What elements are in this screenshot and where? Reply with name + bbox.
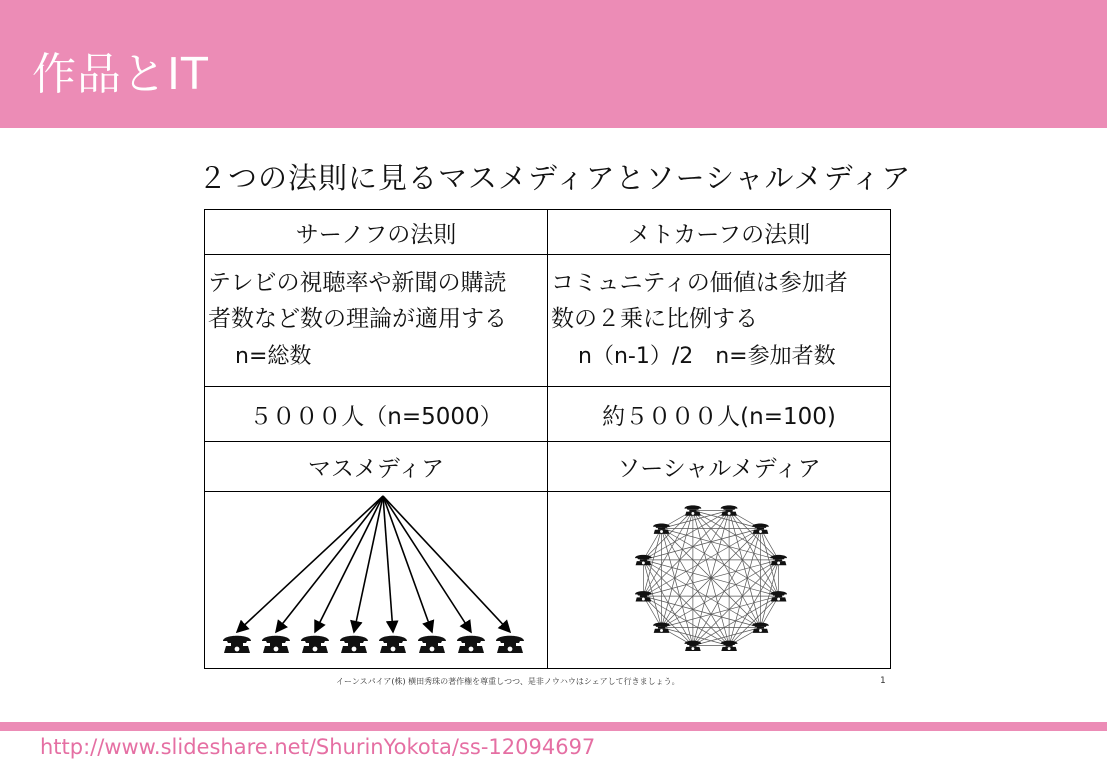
- broadcast-arrow: [383, 496, 510, 632]
- sarnoff-description-cell: [205, 255, 548, 387]
- social-media-mesh-diagram: [548, 492, 890, 662]
- sarnoff-law-header: サーノフの法則: [205, 210, 548, 255]
- broadcast-arrow: [383, 496, 471, 632]
- metcalfe-formula: n（n-1）/2 n=参加者数: [578, 343, 836, 369]
- sarnoff-number: ５０００人（n=5000）: [205, 387, 548, 442]
- telephone-icon: [223, 636, 251, 653]
- table-row: [205, 492, 891, 669]
- broadcast-arrow: [354, 496, 383, 632]
- table-row: [205, 387, 891, 442]
- table-row: [205, 442, 891, 492]
- slide-page-number: 1: [880, 676, 886, 686]
- sarnoff-formula: n=総数: [235, 343, 312, 369]
- mesh-connection: [662, 510, 693, 627]
- broadcast-arrow: [315, 496, 383, 632]
- metcalfe-description-line: コミュニティの価値は参加者: [551, 269, 848, 296]
- social-media-label: ソーシャルメディア: [548, 442, 891, 492]
- telephone-icon: [457, 636, 485, 653]
- metcalfe-law-header: メトカーフの法則: [548, 210, 891, 255]
- slide-title: ２つの法則に見るマスメディアとソーシャルメディア: [198, 161, 912, 195]
- source-url-link[interactable]: http://www.slideshare.net/ShurinYokota/ss-12094697: [40, 735, 596, 759]
- telephone-icon: [379, 636, 407, 653]
- broadcast-arrow: [383, 496, 393, 632]
- copyright-footnote: イーンスパイア(株) 横田秀珠の著作権を尊重しつつ、是非ノウハウはシェアして行きましょう。: [336, 677, 680, 686]
- mass-media-broadcast-diagram: [205, 492, 547, 662]
- telephone-icon: [496, 636, 524, 653]
- telephone-icon: [418, 636, 446, 653]
- telephone-icon: [340, 636, 368, 653]
- sarnoff-description-line: テレビの視聴率や新聞の購読: [208, 269, 507, 296]
- telephone-icon: [301, 636, 329, 653]
- mesh-connection: [662, 529, 693, 646]
- page-title: 作品とIT: [32, 49, 209, 100]
- metcalfe-description-line: 数の２乗に比例する: [551, 305, 758, 332]
- metcalfe-description-cell: [548, 255, 891, 387]
- metcalfe-number: 約５０００人(n=100): [548, 387, 891, 442]
- telephone-icon: [262, 636, 290, 653]
- header-bar: [0, 0, 1107, 128]
- table-row: [205, 210, 891, 255]
- mass-media-label: マスメディア: [205, 442, 548, 492]
- broadcast-arrow: [276, 496, 383, 632]
- sarnoff-description-line: 者数など数の理論が適用する: [208, 305, 507, 332]
- footer-bar: [0, 722, 1107, 731]
- mesh-connection: [693, 510, 779, 559]
- broadcast-arrow: [383, 496, 432, 632]
- comparison-table: [204, 209, 891, 669]
- table-row: [205, 255, 891, 387]
- social-media-figure-cell: [548, 492, 891, 669]
- mesh-connection: [643, 510, 692, 596]
- broadcast-arrow: [237, 496, 383, 632]
- mass-media-figure-cell: [205, 492, 548, 669]
